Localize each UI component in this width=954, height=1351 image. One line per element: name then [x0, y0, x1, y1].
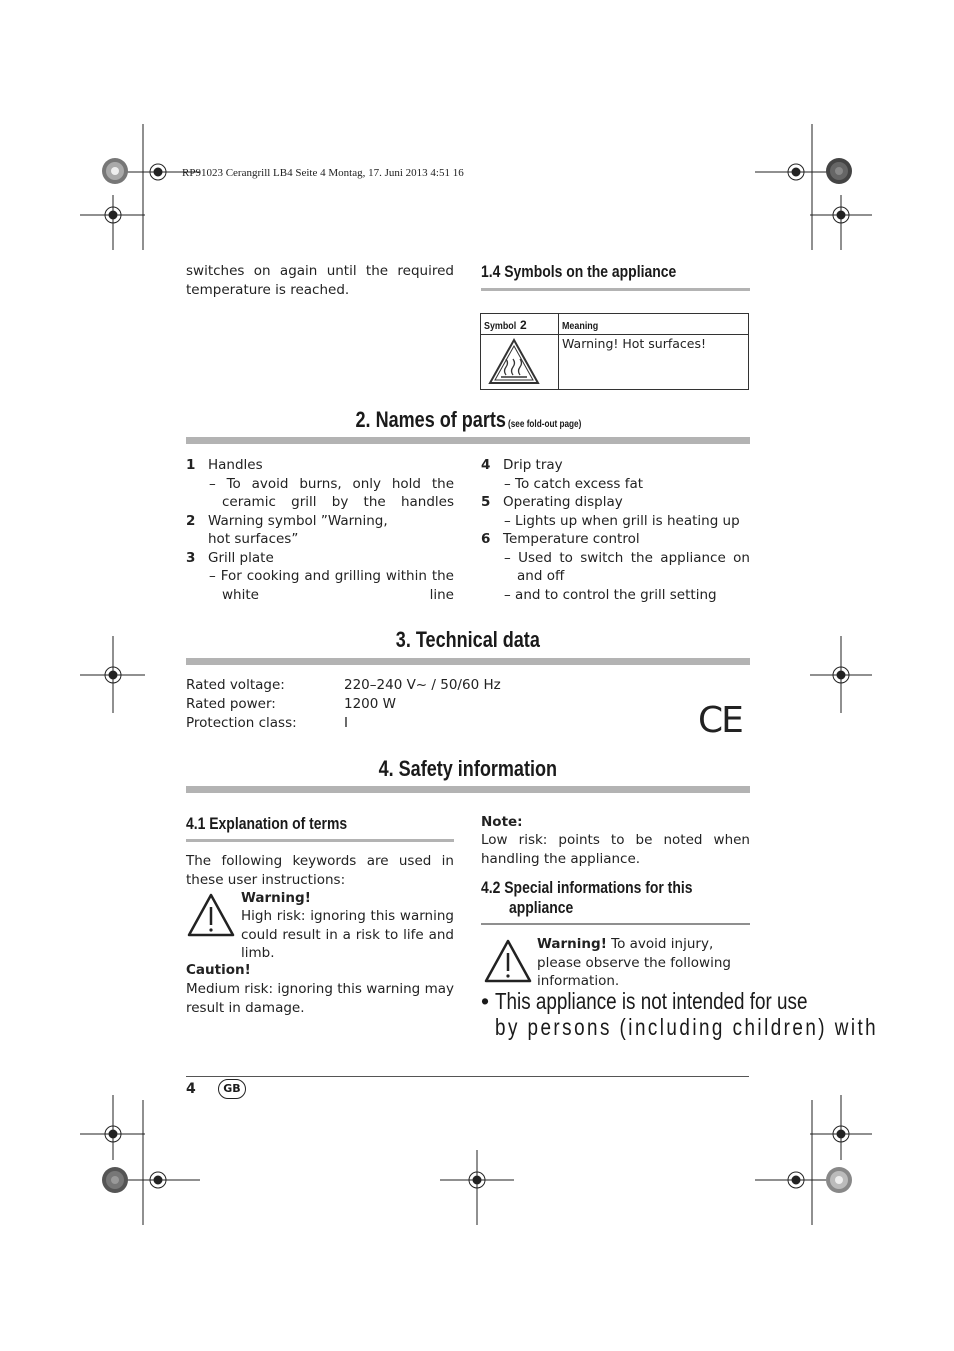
special-heading-rule	[481, 923, 750, 925]
warning-triangle-icon	[187, 893, 235, 937]
list-subitem: – Lights up when grill is heating up	[504, 512, 740, 529]
list-subitem: – For cooking and grilling within the white line	[209, 568, 454, 603]
print-header: RP91023 Cerangrill LB4 Seite 4 Montag, 17. Juni 2013 4:51 16	[182, 167, 464, 179]
list-item: 4 Drip tray	[481, 457, 563, 473]
hot-surface-warning-icon	[481, 335, 551, 385]
explanation-heading-rule	[186, 839, 454, 842]
page-number: 4	[186, 1081, 196, 1097]
special-heading-line1: 4.2 Special informations for this	[481, 878, 693, 897]
symbol-header-num: 2	[519, 318, 527, 332]
warning-label: Warning!	[241, 890, 311, 906]
meaning-header-label: Meaning	[562, 320, 599, 332]
special-warning-label: Warning!	[537, 936, 607, 952]
language-badge: GB	[218, 1079, 246, 1099]
special-warning-text: To avoid injury, please observe the following information.	[537, 936, 731, 989]
symbol-column-header	[481, 314, 559, 335]
technical-heading-title: 3. Technical data	[395, 627, 541, 652]
warning-text: High risk: ignoring this warning could result in a risk to life and limb.	[241, 908, 454, 961]
technical-row: Protection class: I	[186, 715, 348, 731]
list-item: 1 Handles	[186, 457, 263, 473]
warning-triangle-icon	[483, 939, 533, 983]
list-subitem: – Used to switch the appliance on and off	[504, 549, 750, 584]
parts-heading-subtitle: (see fold-out page)	[507, 419, 581, 430]
list-subitem: – To catch excess fat	[504, 475, 644, 492]
intro-text	[186, 262, 454, 299]
intro-text-body: switches on again until the required temperature is reached.	[186, 263, 454, 298]
special-heading-line2: appliance	[509, 898, 574, 917]
technical-row: Rated power: 1200 W	[186, 695, 396, 712]
symbol-header-label: Symbol	[484, 320, 517, 332]
caution-label: Caution!	[186, 962, 251, 978]
technical-table	[186, 676, 586, 733]
explanation-intro: The following keywords are used in these user instructions:	[186, 853, 454, 888]
note-text: Low risk: points to be noted when handling the appliance.	[481, 832, 750, 867]
list-subitem: – To avoid burns, only hold the ceramic grill by the handles	[209, 475, 454, 510]
footer-rule	[186, 1076, 749, 1077]
safety-heading-title: 4. Safety information	[378, 756, 558, 781]
parts-heading	[186, 407, 750, 433]
list-subitem: – and to control the grill setting	[504, 586, 717, 603]
symbols-heading: 1.4 Symbols on the appliance	[481, 262, 677, 281]
meaning-cell: Warning! Hot surfaces!	[559, 335, 749, 390]
parts-heading-rule	[186, 437, 750, 444]
list-item: 2 Warning symbol ”Warning, hot surfaces”	[186, 512, 388, 547]
symbols-heading-rule	[481, 288, 750, 291]
technical-heading-rule	[186, 658, 750, 665]
bullet-line-2: by persons (including children) with	[495, 1014, 879, 1040]
technical-heading	[186, 627, 750, 653]
parts-list-right	[481, 456, 750, 604]
bullet-marker: •	[481, 988, 490, 1014]
explanation-heading: 4.1 Explanation of terms	[186, 814, 348, 833]
parts-heading-title: 2. Names of parts	[355, 407, 506, 432]
list-item: 3 Grill plate	[186, 549, 274, 566]
meaning-column-header	[559, 314, 749, 335]
ce-mark: CE	[698, 700, 742, 741]
caution-text: Medium risk: ignoring this warning may result in damage.	[186, 981, 454, 1016]
list-item: 5 Operating display	[481, 494, 623, 510]
note-label: Note:	[481, 814, 523, 830]
symbols-table	[480, 313, 749, 390]
list-item: 6 Temperature control	[481, 531, 640, 547]
symbol-cell	[481, 335, 559, 390]
safety-heading-rule	[186, 786, 750, 793]
safety-heading	[186, 756, 750, 782]
bullet-line-1: This appliance is not intended for use	[495, 988, 808, 1014]
special-warning	[537, 935, 750, 991]
parts-list-left	[186, 456, 454, 604]
technical-row: Rated voltage: 220–240 V~ / 50/60 Hz	[186, 677, 501, 693]
